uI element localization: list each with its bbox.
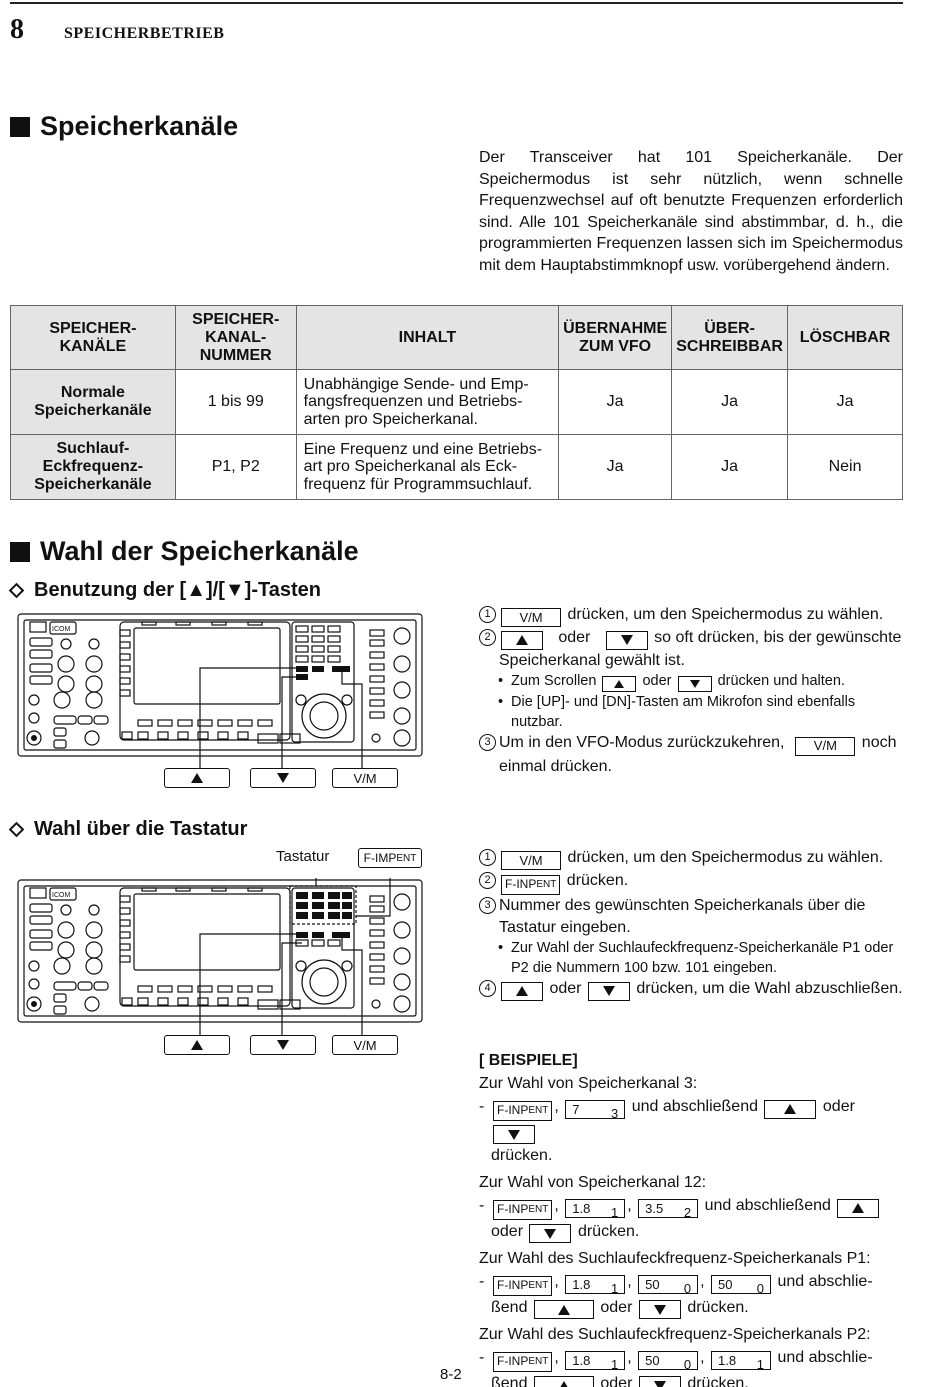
example-text: und abschlie- bbox=[777, 1349, 873, 1366]
up-key-icon bbox=[602, 676, 636, 692]
square-bullet-icon bbox=[10, 542, 30, 562]
step-number: 3 bbox=[479, 734, 496, 751]
f-inp-key-icon bbox=[493, 1101, 552, 1121]
section-heading-speicherkanaele bbox=[10, 111, 238, 142]
up-key-icon bbox=[534, 1376, 594, 1387]
figure-up-key bbox=[164, 768, 230, 788]
step-text: so oft drücken, bis der gewünschte Speicherkanal gewählt ist. bbox=[499, 629, 902, 669]
down-key-icon bbox=[639, 1300, 681, 1319]
key-sublabel: ENT bbox=[528, 1105, 549, 1116]
figure-vm-key: V/M bbox=[332, 768, 398, 788]
list-item bbox=[479, 938, 903, 978]
step-number: 1 bbox=[479, 606, 496, 623]
f-inp-key-icon bbox=[493, 1200, 552, 1220]
f-inp-key-icon bbox=[501, 875, 560, 895]
example-text: ßend bbox=[491, 1298, 528, 1316]
step-text: noch einmal drücken. bbox=[499, 734, 897, 775]
subheading-text: Wahl über die Tastatur bbox=[34, 818, 248, 840]
subheading-keypad bbox=[8, 818, 247, 841]
key-label: F-INP bbox=[497, 1354, 529, 1368]
table-cell: Ja bbox=[559, 370, 672, 435]
list-item bbox=[479, 847, 903, 870]
page-number: 8 bbox=[10, 14, 24, 45]
key-sublabel: 0 bbox=[683, 1281, 692, 1296]
example-4-title: Zur Wahl des Suchlaufeckfrequenz-Speicherkanals P2: bbox=[479, 1326, 871, 1343]
key-sublabel: 1 bbox=[611, 1281, 619, 1296]
example-text: drücken. bbox=[577, 1222, 640, 1240]
key-label: 1.8 bbox=[572, 1201, 591, 1216]
keypad-key-icon bbox=[565, 1100, 625, 1119]
table-header-cell: SPEICHER- KANAL- NUMMER bbox=[175, 306, 296, 370]
key-sublabel: ENT bbox=[528, 1280, 549, 1291]
key-label: 3.5 bbox=[645, 1201, 664, 1216]
list-item bbox=[479, 732, 903, 777]
example-text: drücken. bbox=[687, 1298, 749, 1316]
up-arrow-icon bbox=[191, 773, 203, 783]
up-key-icon bbox=[534, 1300, 594, 1319]
example-text: und abschlie- bbox=[777, 1273, 873, 1290]
up-key-icon bbox=[837, 1199, 879, 1218]
f-inp-key-icon bbox=[493, 1276, 552, 1296]
list-item bbox=[479, 895, 903, 938]
step-text: drücken, um den Speichermodus zu wählen. bbox=[567, 849, 884, 866]
steps-list-up-down bbox=[479, 604, 903, 777]
table-header-row bbox=[11, 306, 903, 370]
example-3-body: - F-INP ENT , 1.8 1 , 50 0 , 50 0 und abschlie- ßend oder drücken. bbox=[479, 1270, 903, 1319]
figure-vm-key: V/M bbox=[332, 1035, 398, 1055]
step-text: drücken. bbox=[566, 872, 629, 890]
step-text: Nummer des gewünschten Speicherkanals über die Tastatur eingeben. bbox=[499, 897, 866, 936]
key-sublabel: ENT bbox=[396, 852, 417, 864]
table-cell: Normale Speicherkanäle bbox=[11, 370, 176, 435]
key-label: 50 bbox=[718, 1277, 733, 1292]
example-text: oder bbox=[491, 1222, 524, 1240]
keypad-key-icon bbox=[565, 1199, 625, 1218]
list-item bbox=[479, 870, 903, 895]
step-text: drücken, um die Wahl abzuschließen. bbox=[636, 980, 903, 997]
table-cell: Ja bbox=[788, 370, 903, 435]
table-row bbox=[11, 435, 903, 500]
transceiver-illustration bbox=[16, 612, 424, 790]
key-sublabel: 0 bbox=[756, 1281, 765, 1296]
key-sublabel: 3 bbox=[611, 1106, 619, 1121]
bullet-text: Die [UP]- und [DN]-Tasten am Mikrofon sind ebenfalls nutzbar. bbox=[511, 694, 856, 731]
keypad-key-icon bbox=[711, 1275, 771, 1294]
table-row bbox=[11, 370, 903, 435]
step-number: 4 bbox=[479, 980, 496, 997]
subheading-text: Benutzung der [▲]/[▼]-Tasten bbox=[34, 579, 321, 601]
key-label: F-INP bbox=[497, 1278, 529, 1292]
list-item bbox=[479, 671, 903, 692]
bullet-text: drücken und halten. bbox=[717, 673, 845, 690]
figure-down-key bbox=[250, 1035, 316, 1055]
table-cell: Eine Frequenz und eine Betriebs- art pro Speicherkanal als Eck- frequenz für Programmsuchlauf. bbox=[296, 435, 559, 500]
key-sublabel: 1 bbox=[756, 1357, 765, 1372]
example-2-title: Zur Wahl von Speicherkanal 12: bbox=[479, 1174, 707, 1191]
list-item bbox=[479, 692, 903, 732]
step-text: oder bbox=[549, 980, 582, 997]
key-sublabel: 1 bbox=[611, 1357, 619, 1372]
f-inp-key-icon bbox=[493, 1352, 552, 1372]
figure-down-key bbox=[250, 768, 316, 788]
key-label: F-IMP bbox=[363, 851, 397, 865]
subheading-up-down-keys bbox=[8, 579, 321, 602]
keypad-key-icon bbox=[565, 1275, 625, 1294]
vm-key-icon: V/M bbox=[795, 737, 855, 756]
table-header-cell: LÖSCHBAR bbox=[788, 306, 903, 370]
section-title: Wahl der Speicherkanäle bbox=[40, 536, 359, 566]
list-item bbox=[479, 627, 903, 671]
key-label: 1.8 bbox=[718, 1353, 737, 1368]
step-number: 3 bbox=[479, 897, 496, 914]
step-number: 2 bbox=[479, 872, 496, 889]
key-label: 1.8 bbox=[572, 1277, 591, 1292]
example-text: und abschließend bbox=[704, 1197, 831, 1214]
keypad-key-icon bbox=[638, 1351, 698, 1370]
down-key-icon bbox=[529, 1224, 571, 1243]
keypad-key-icon bbox=[638, 1275, 698, 1294]
key-sublabel: 2 bbox=[683, 1205, 692, 1220]
diamond-bullet-icon bbox=[9, 822, 25, 838]
step-text: drücken, um den Speichermodus zu wählen. bbox=[567, 606, 884, 623]
svg-text:ICOM: ICOM bbox=[52, 626, 71, 633]
vm-key-icon: V/M bbox=[501, 608, 561, 627]
step-number: 1 bbox=[479, 849, 496, 866]
memory-channel-table bbox=[10, 305, 903, 500]
table-header-cell bbox=[11, 306, 176, 370]
key-label: 50 bbox=[645, 1353, 660, 1368]
table-cell: P1, P2 bbox=[175, 435, 296, 500]
keypad-key-icon bbox=[711, 1351, 771, 1370]
down-key-icon bbox=[639, 1376, 681, 1387]
keypad-label: Tastatur bbox=[276, 848, 330, 865]
keypad-key-icon bbox=[638, 1199, 698, 1218]
table-header-cell: ÜBER- SCHREIBBAR bbox=[672, 306, 788, 370]
table-cell: Unabhängige Sende- und Emp- fangsfrequenzen und Betriebs- arten pro Speicherkanal. bbox=[296, 370, 559, 435]
key-label: F-INP bbox=[497, 1103, 529, 1117]
example-text: ßend bbox=[491, 1374, 528, 1387]
list-item bbox=[479, 604, 903, 627]
up-key-icon bbox=[501, 631, 543, 650]
example-text: oder bbox=[600, 1298, 633, 1316]
intro-paragraph: Der Transceiver hat 101 Speicherkanäle. Der Speichermodus ist sehr nützlich, wenn schnelle Frequenzwechsel auf oft benutzte Frequenzen erforderlich sind. Alle 101 Speicherkanäle sind abstimmbar, d. h., die programmierten Frequenzen lassen sich im Speichermodus mit dem Hauptabstimmknopf usw. vorübergehend ändern. bbox=[479, 149, 903, 274]
table-header-cell: ÜBERNAHME ZUM VFO bbox=[559, 306, 672, 370]
bullet-text: Zum Scrollen bbox=[511, 673, 597, 690]
header-channels: SPEICHER- KANÄLE bbox=[49, 319, 137, 355]
key-sublabel: 1 bbox=[611, 1205, 619, 1220]
table-cell: 1 bis 99 bbox=[175, 370, 296, 435]
header-rule bbox=[10, 2, 903, 4]
examples-title: [ BEISPIELE] bbox=[479, 1052, 578, 1069]
key-sublabel: 0 bbox=[683, 1357, 692, 1372]
example-text: drücken. bbox=[687, 1374, 749, 1387]
table-cell: Suchlauf- Eckfrequenz- Speicherkanäle bbox=[11, 435, 176, 500]
table-cell: Ja bbox=[672, 370, 788, 435]
list-item bbox=[479, 978, 903, 1001]
section-title: Speicherkanäle bbox=[40, 111, 239, 141]
down-key-icon bbox=[493, 1125, 535, 1144]
square-bullet-icon bbox=[10, 117, 30, 137]
step-text: oder bbox=[558, 629, 591, 647]
table-header-cell: INHALT bbox=[296, 306, 559, 370]
example-1-body: - F-INP ENT , 7 3 und abschließend oder drücken. bbox=[479, 1098, 855, 1164]
vm-key-icon: V/M bbox=[501, 851, 561, 870]
table-cell: Nein bbox=[788, 435, 903, 500]
down-key-icon bbox=[678, 676, 712, 692]
example-text: drücken. bbox=[491, 1147, 553, 1164]
key-sublabel: ENT bbox=[528, 1356, 549, 1367]
figure-up-key bbox=[164, 1035, 230, 1055]
example-4-body: - F-INP ENT , 1.8 1 , 50 0 , 1.8 1 und abschlie- ßend oder drücken. bbox=[479, 1346, 903, 1387]
table-cell: Ja bbox=[559, 435, 672, 500]
key-sublabel: ENT bbox=[528, 1204, 549, 1215]
up-arrow-icon bbox=[191, 1040, 203, 1050]
down-arrow-icon bbox=[277, 1040, 289, 1050]
steps-list-keypad bbox=[479, 847, 903, 1001]
key-label: F-INP bbox=[505, 877, 537, 892]
down-key-icon bbox=[606, 631, 648, 650]
svg-text:ICOM: ICOM bbox=[52, 892, 71, 899]
diamond-bullet-icon bbox=[9, 583, 25, 599]
example-3-title: Zur Wahl des Suchlaufeckfrequenz-Speicherkanals P1: bbox=[479, 1250, 871, 1267]
step-text: Um in den VFO-Modus zurückzukehren, bbox=[499, 734, 785, 752]
example-text: oder bbox=[600, 1374, 633, 1387]
key-label: 1.8 bbox=[572, 1353, 591, 1368]
key-label: F-INP bbox=[497, 1202, 529, 1216]
table-cell: Ja bbox=[672, 435, 788, 500]
up-key-icon bbox=[764, 1100, 816, 1119]
down-arrow-icon bbox=[277, 773, 289, 783]
bullet-text: oder bbox=[642, 673, 672, 690]
down-key-icon bbox=[588, 982, 630, 1001]
examples-block bbox=[479, 1049, 903, 1387]
example-2-body: - F-INP ENT , 1.8 1 , 3.5 2 und abschließend oder drücken. bbox=[479, 1194, 903, 1243]
key-sublabel: ENT bbox=[536, 879, 557, 891]
keypad-key-icon bbox=[565, 1351, 625, 1370]
step-number: 2 bbox=[479, 629, 496, 646]
chapter-title: SPEICHERBETRIEB bbox=[64, 25, 225, 42]
example-text: und abschließend bbox=[631, 1098, 758, 1115]
section-heading-wahl bbox=[10, 536, 359, 567]
transceiver-illustration bbox=[16, 878, 424, 1058]
key-label: 7 bbox=[572, 1102, 580, 1117]
up-key-icon bbox=[501, 982, 543, 1001]
key-label: 50 bbox=[645, 1277, 660, 1292]
example-text: oder bbox=[822, 1098, 855, 1115]
footer-page-number: 8-2 bbox=[440, 1366, 462, 1383]
example-1-title: Zur Wahl von Speicherkanal 3: bbox=[479, 1075, 698, 1092]
figure-fimp-key bbox=[358, 848, 422, 868]
bullet-text: Zur Wahl der Suchlaufeckfrequenz-Speicherkanäle P1 oder P2 die Nummern 100 bzw. 101 eingeben. bbox=[511, 940, 894, 976]
